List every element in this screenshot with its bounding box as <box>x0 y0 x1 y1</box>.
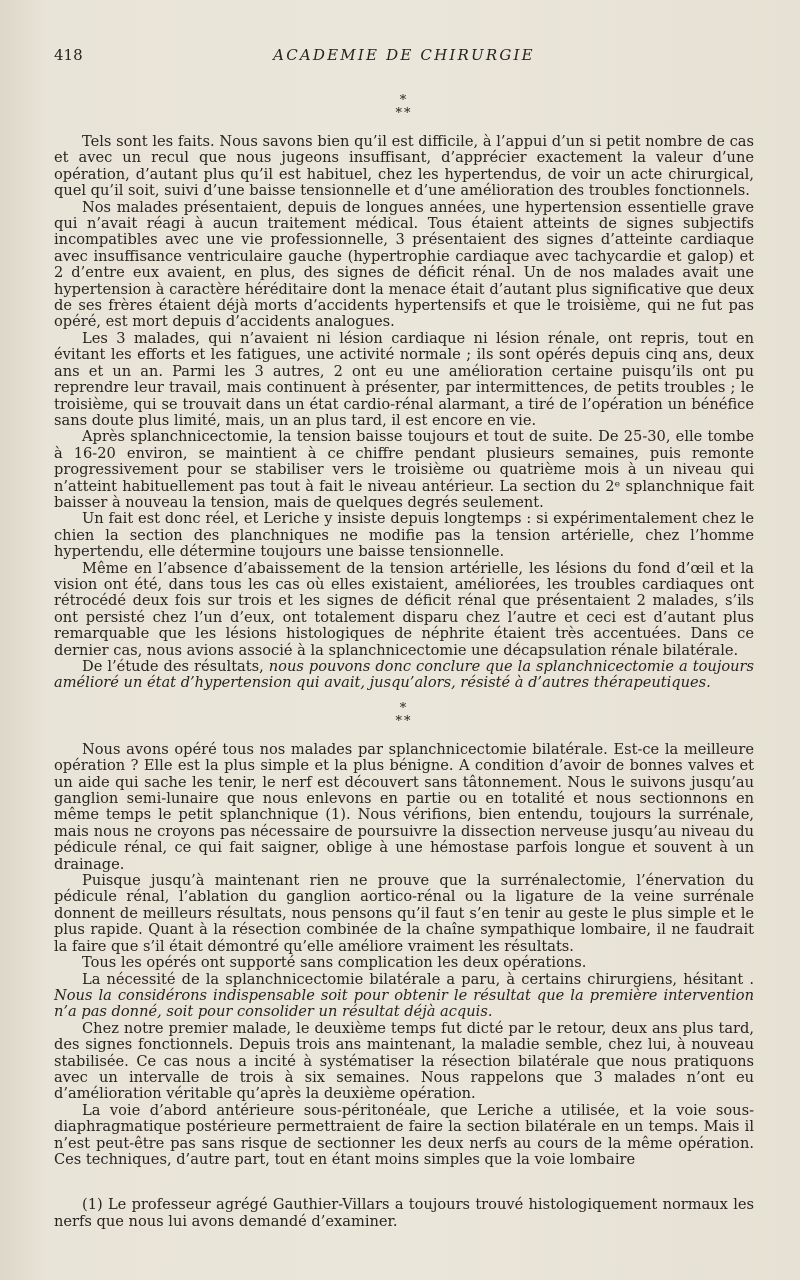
section-technique <box>54 742 754 1169</box>
page-header <box>54 44 754 72</box>
paragraph: Un fait est donc réel, et Leriche y insiste depuis longtemps : si expérimentalement chez le chien la section des planchniques ne modifie pas la tension artérielle, chez l’homme hypertendu, elle détermine toujours une baisse tensionnelle. <box>54 510 754 561</box>
conclusion-paragraph <box>54 659 754 692</box>
footnote: (1) Le professeur agrégé Gauthier-Villars a toujours trouvé histologiquement normaux les nerfs que nous lui avons demandé d’examiner. <box>54 1196 754 1231</box>
section-ornament-1 <box>54 94 754 120</box>
asterism-top: * <box>399 700 409 716</box>
page-number: 418 <box>54 46 83 64</box>
conclusion-lead: De l’étude des résultats, <box>82 658 269 675</box>
paragraph: Les 3 malades, qui n’avaient ni lésion cardiaque ni lésion rénale, ont repris, tout en évitant les efforts et les fatigues, une activité normale ; ils sont opérés depuis cinq ans, deux ans et un an. Parmi les 3 autres, 2 ont eu une amélioration certaine puisqu’ils ont pu reprendre leur travail, mais continuent à présenter, par intermittences, de petits troubles ; le troisième, qui se trouvait dans un état cardio-rénal alarmant, a tiré de l’opération un bénéfice sans doute plus limité, mais, un an plus tard, il est encore en vie. <box>54 329 754 429</box>
section-ornament-2 <box>54 702 754 728</box>
paragraph: Puisque jusqu’à maintenant rien ne prouve que la surrénalectomie, l’énervation du pédicule rénal, l’ablation du ganglion aortico-rénal ou la ligature de la veine surrénale donnent de meilleurs résultats, nous pensons qu’il faut s’en tenir au geste le plus simple et le plus rapide. Quant à la résection combinée de la chaîne sympathique lombaire, il ne faudrait la faire que s’il était démontré qu’elle améliore vraiment les résultats. <box>54 872 754 955</box>
paragraph-emphasis: Nous la considérons indispensable soit pour obtenir le résultat que la première intervention n’a pas donné, soit pour consolider un résultat déjà acquis. <box>54 986 754 1021</box>
paragraph-lead: La nécessité de la splanchnicectomie bilatérale a paru, à certains chirurgiens, hésitant . <box>82 970 754 988</box>
paragraph: Chez notre premier malade, le deuxième temps fut dicté par le retour, deux ans plus tard, des signes fonctionnels. Depuis trois ans maintenant, la maladie semble, chez lui, à nouveau stabilisée. Ce cas nous a incité à systématiser la résection bilatérale que nous pratiquons avec un intervalle de trois à six semaines. Nous rappelons que 3 malades n’ont eu d’amélioration véritable qu’après la deuxième opération. <box>54 1019 754 1103</box>
paragraph: La voie d’abord antérieure sous-péritonéale, que Leriche a utilisée, et la voie sous-diaphragmatique postérieure permettraient de faire la section bilatérale en un temps. Mais il n’est peut-être pas sans risque de sectionner les deux nerfs au cours de la même opération. Ces techniques, d’autre part, tout en étant moins simples que la voie lombaire <box>54 1101 754 1168</box>
paragraph: Tels sont les faits. Nous savons bien qu’il est difficile, à l’appui d’un si petit nombre de cas et avec un recul que nous jugeons insuffisant, d’apprécier exactement la valeur d’une opération, d’autant plus qu’il est habituel, chez les hypertendus, de voir un acte chirurgical, quel qu’il soit, suivi d’une baisse tensionnelle et d’une amélioration des troubles fonctionnels. <box>54 133 754 200</box>
paragraph <box>54 972 754 1021</box>
running-title: ACADEMIE DE CHIRURGIE <box>273 46 535 64</box>
paragraph: Tous les opérés ont supporté sans complication les deux opérations. <box>82 954 587 972</box>
conclusion-emphasis: nous pouvons donc conclure que la splanchnicectomie a toujours amélioré un état d’hypertension qui avait, jusqu’alors, résisté à d’autres thérapeutiques. <box>54 658 754 692</box>
asterism-bottom: ** <box>395 713 413 729</box>
paragraph: Nous avons opéré tous nos malades par splanchnicectomie bilatérale. Est-ce la meilleure opération ? Elle est la plus simple et la plus bénigne. A condition d’avoir de bonnes valves et un aide qui sache les tenir, le nerf est découvert sans tâtonnement. Nous le suivons jusqu’au ganglion semi-lunaire que nous enlevons en partie ou en totalité et nous sectionnons en même temps le petit splanchnique (1). Nous vérifions, bien entendu, toujours la surrénale, mais nous ne croyons pas nécessaire de poursuivre la dissection nerveuse jusqu’au niveau du pédicule rénal, ce qui fait saigner, oblige à une hémostase parfois longue et souvent à un drainage. <box>54 740 754 873</box>
section-results <box>54 134 754 692</box>
asterism-top: * <box>399 93 409 108</box>
paragraph: Nos malades présentaient, depuis de longues années, une hypertension essentielle grave qui n’avait réagi à aucun traitement médical. Tous étaient atteints de signes subjectifs incompatibles avec une vie professionnelle, 3 présentaient des signes d’atteinte cardiaque avec insuffisance ventriculaire gauche (hypertrophie cardiaque avec tachycardie et galop) et 2 d’entre eux avaient, en plus, des signes de déficit rénal. Un de nos malades avait une hypertension à caractère héréditaire dont la menace était d’autant plus significative que deux de ses frères étaient déjà morts d’accidents hypertensifs et que le troisième, qui ne fut pas opéré, est mort depuis d’accidents analogues. <box>54 198 754 331</box>
paragraph: Même en l’absence d’abaissement de la tension artérielle, les lésions du fond d’œil et la vision ont été, dans tous les cas où elles existaient, améliorées, les troubles cardiaques ont rétrocédé deux fois sur trois et les signes de déficit rénal que présentaient 2 malades, s’ils ont persisté chez l’un d’eux, ont totalement disparu chez l’autre et ceci est d’autant plus remarquable que les lésions histologiques de néphrite étaient très accentuées. Dans ce dernier cas, nous avions associé à la splanchnicectomie une décapsulation rénale bilatérale. <box>54 559 754 659</box>
asterism-bottom: ** <box>395 106 413 121</box>
paragraph: Après splanchnicectomie, la tension baisse toujours et tout de suite. De 25-30, elle tombe à 16-20 environ, se maintient à ce chiffre pendant plusieurs semaines, puis remonte progressivement pour se stabiliser vers le troisième ou quatrième mois à un niveau qui n’atteint habituellement pas tout à fait le niveau antérieur. La section du 2ᵉ splanchnique fait baisser à nouveau la tension, mais de quelques degrés seulement. <box>54 428 754 511</box>
